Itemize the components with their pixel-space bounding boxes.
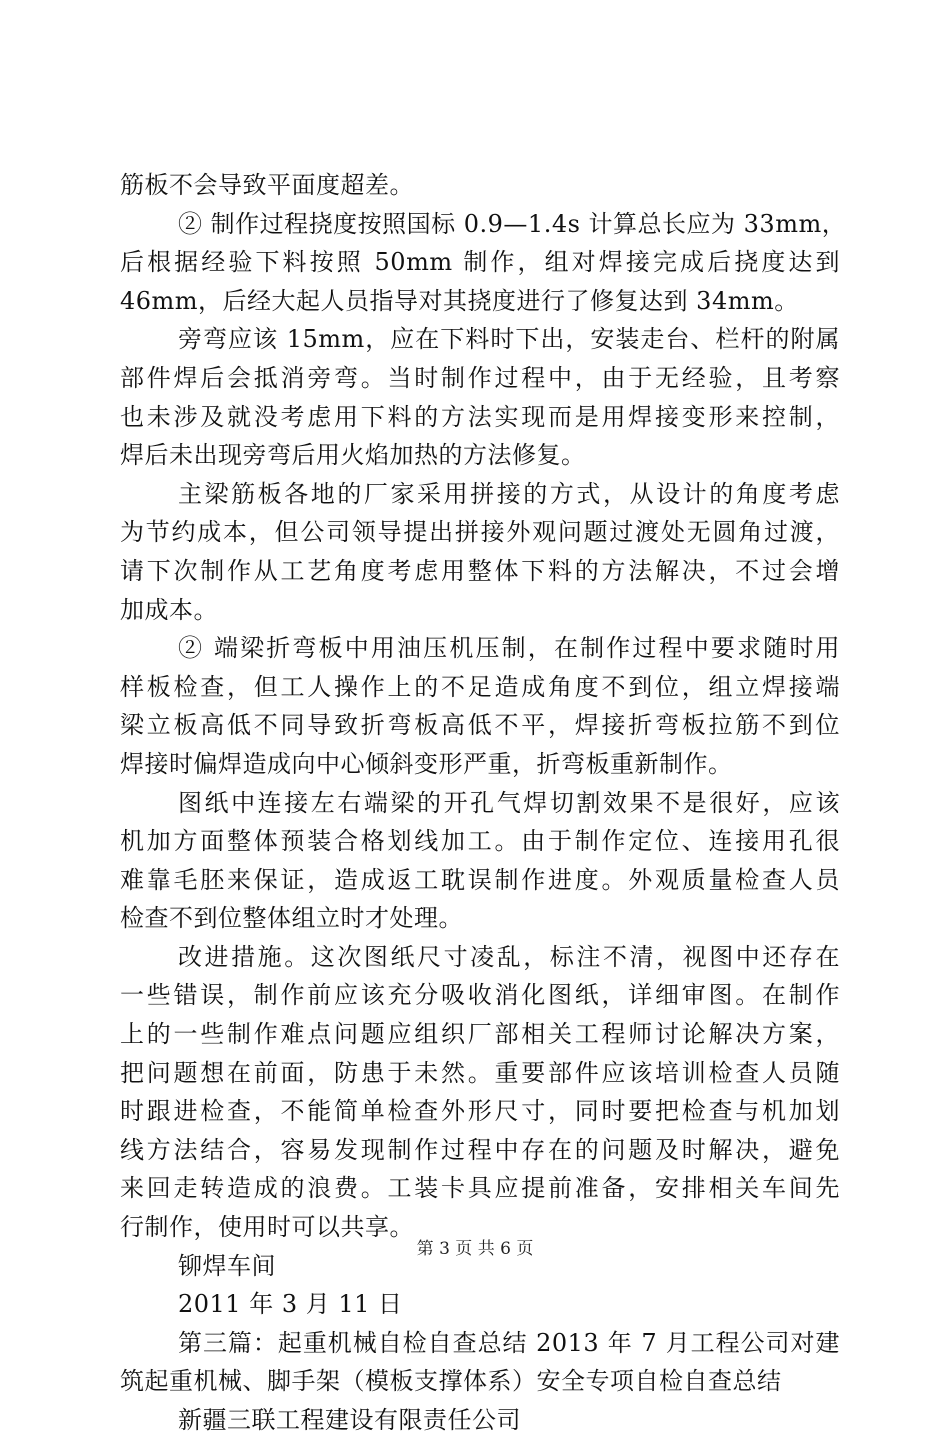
text-line: 把问题想在前面，防患于未然。重要部件应该培训检查人员随 — [120, 1058, 840, 1087]
text-line: 46mm，后经大起人员指导对其挠度进行了修复达到 34mm。 — [120, 286, 799, 315]
department-signature: 铆焊车间 — [178, 1251, 276, 1280]
text-line: 筋板不会导致平面度超差。 — [120, 171, 414, 199]
text-line: 一些错误，制作前应该充分吸收消化图纸，详细审图。在制作 — [120, 981, 840, 1010]
text-line: 为节约成本，但公司领导提出拼接外观问题过渡处无圆角过渡， — [120, 518, 840, 547]
text-line: 主梁筋板各地的厂家采用拼接的方式，从设计的角度考虑 — [178, 479, 840, 508]
company-name: 新疆三联工程建设有限责任公司 — [178, 1406, 521, 1434]
text-line: ② 制作过程挠度按照国标 0.9—1.4s 计算总长应为 33mm， — [178, 209, 847, 238]
text-line: 改进措施。这次图纸尺寸凌乱，标注不清，视图中还存在 — [178, 942, 840, 971]
text-line: ② 端梁折弯板中用油压机压制，在制作过程中要求随时用 — [178, 634, 840, 663]
text-line: 梁立板高低不同导致折弯板高低不平，焊接折弯板拉筋不到位 — [120, 711, 840, 740]
section-heading-line: 筑起重机械、脚手架（模板支撑体系）安全专项自检自查总结 — [120, 1367, 782, 1396]
text-line: 焊接时偏焊造成向中心倾斜变形严重，折弯板重新制作。 — [120, 749, 733, 778]
text-line: 线方法结合，容易发现制作过程中存在的问题及时解决，避免 — [120, 1135, 840, 1164]
text-line: 焊后未出现旁弯后用火焰加热的方法修复。 — [120, 441, 586, 470]
text-line: 机加方面整体预装合格划线加工。由于制作定位、连接用孔很 — [120, 827, 840, 856]
text-line: 部件焊后会抵消旁弯。当时制作过程中，由于无经验，且考察 — [120, 363, 840, 392]
text-line: 旁弯应该 15mm，应在下料时下出，安装走台、栏杆的附属 — [178, 325, 840, 354]
text-line: 也未涉及就没考虑用下料的方法实现而是用焊接变形来控制， — [120, 402, 840, 431]
text-line: 加成本。 — [120, 595, 218, 624]
text-line: 请下次制作从工艺角度考虑用整体下料的方法解决，不过会增 — [120, 556, 840, 585]
text-line: 图纸中连接左右端梁的开孔气焊切割效果不是很好，应该 — [178, 788, 840, 817]
text-line: 上的一些制作难点问题应组织厂部相关工程师讨论解决方案， — [120, 1020, 840, 1049]
text-line: 检查不到位整体组立时才处理。 — [120, 904, 463, 933]
text-line: 后根据经验下料按照 50mm 制作，组对焊接完成后挠度达到 — [120, 248, 840, 277]
text-line: 样板检查，但工人操作上的不足造成角度不到位，组立焊接端 — [120, 672, 840, 701]
text-line: 时跟进检查，不能简单检查外形尺寸，同时要把检查与机加划 — [120, 1097, 840, 1126]
text-line: 行制作，使用时可以共享。 — [120, 1213, 414, 1242]
page-number-footer: 第 3 页 共 6 页 — [416, 1239, 534, 1259]
section-heading-line: 第三篇：起重机械自检自查总结 2013 年 7 月工程公司对建 — [178, 1328, 840, 1357]
text-line: 来回走转造成的浪费。工装卡具应提前准备，安排相关车间先 — [120, 1174, 840, 1203]
text-line: 难靠毛胚来保证，造成返工耽误制作进度。外观质量检查人员 — [120, 865, 840, 894]
document-date: 2011 年 3 月 11 日 — [178, 1290, 403, 1319]
